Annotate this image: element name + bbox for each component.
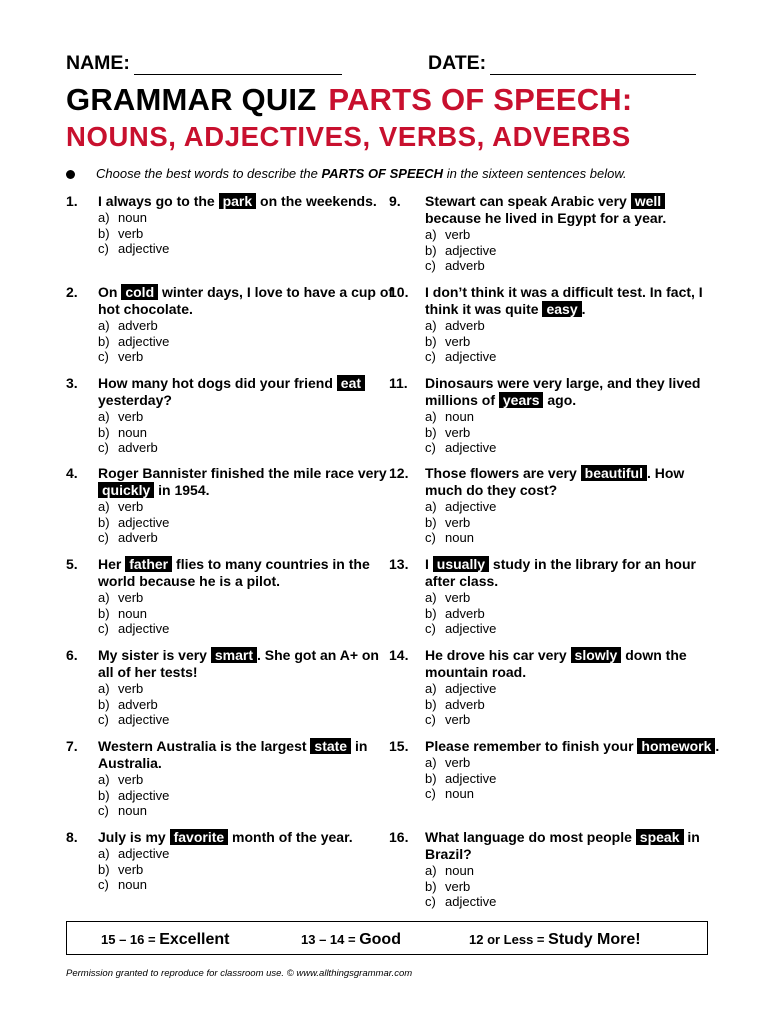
question-number: 3. — [66, 375, 78, 391]
question-number: 10. — [389, 284, 409, 300]
highlighted-word: well — [631, 193, 665, 209]
option-text: adverb — [118, 530, 158, 545]
option-letter: a) — [425, 227, 437, 242]
option-text: adjective — [118, 241, 170, 256]
date-blank-line[interactable] — [490, 56, 696, 75]
question-text-after: . She got an A+ on all of her tests! — [98, 647, 379, 680]
question-text — [425, 284, 725, 318]
score-study-more — [469, 931, 641, 949]
question-number: 14. — [389, 647, 409, 663]
option-text: adverb — [118, 440, 158, 455]
option-text: verb — [118, 590, 144, 605]
highlighted-word: eat — [337, 375, 365, 391]
option-text: verb — [118, 225, 144, 241]
option-letter: c) — [425, 894, 436, 909]
option-letter: b) — [98, 605, 110, 621]
question-text-after: yesterday? — [98, 392, 172, 408]
option-letter: b) — [425, 514, 437, 530]
option-text: noun — [118, 803, 147, 818]
option-text: adverb — [445, 318, 485, 333]
option-letter: c) — [425, 530, 436, 545]
answer-option[interactable] — [425, 606, 496, 622]
option-text: adjective — [118, 712, 170, 727]
question-text-before: On — [98, 284, 122, 300]
answer-options — [98, 590, 169, 637]
answer-options — [98, 772, 169, 819]
option-text: adjective — [118, 787, 170, 803]
page-title — [66, 82, 632, 118]
question-number: 13. — [389, 556, 409, 572]
question-text — [98, 375, 398, 409]
answer-options — [425, 681, 496, 728]
question-text-after: down the mountain road. — [425, 647, 687, 680]
answer-options — [98, 846, 169, 893]
answer-option[interactable] — [98, 712, 169, 728]
answer-option[interactable] — [98, 681, 169, 697]
option-letter: a) — [98, 318, 110, 333]
highlighted-word: easy — [542, 301, 581, 317]
question-number: 8. — [66, 829, 78, 845]
option-text: verb — [445, 712, 471, 727]
question-text-after: ago. — [543, 392, 577, 408]
answer-option[interactable] — [425, 243, 496, 259]
question-text — [98, 829, 398, 846]
option-letter: b) — [425, 605, 437, 621]
question-text-before: My sister is very — [98, 647, 211, 663]
answer-options — [425, 755, 496, 802]
option-text: adverb — [445, 696, 485, 712]
score-range: 15 – 16 = — [101, 932, 160, 947]
option-text: verb — [445, 227, 471, 242]
answer-option[interactable] — [425, 771, 496, 787]
option-letter: c) — [425, 258, 436, 273]
option-text: verb — [118, 772, 144, 787]
option-text: noun — [445, 786, 474, 801]
answer-option[interactable] — [425, 440, 496, 456]
option-letter: a) — [98, 772, 110, 787]
instructions-before: Choose the best words to describe the — [96, 166, 322, 181]
question-text — [98, 284, 398, 318]
option-letter: a) — [98, 846, 110, 861]
answer-option[interactable] — [98, 409, 158, 425]
answer-options — [98, 210, 169, 257]
header-fields — [66, 50, 716, 80]
option-letter: a) — [425, 499, 437, 514]
answer-options — [425, 590, 496, 637]
answer-option[interactable] — [98, 606, 169, 622]
option-letter: b) — [98, 696, 110, 712]
answer-option[interactable] — [98, 862, 169, 878]
answer-option[interactable] — [98, 772, 169, 788]
option-letter: a) — [425, 590, 437, 605]
date-field — [428, 52, 696, 75]
highlighted-word: beautiful — [581, 465, 647, 481]
question-number: 16. — [389, 829, 409, 845]
option-text: adjective — [445, 349, 497, 364]
highlighted-word: park — [219, 193, 257, 209]
question-text — [425, 375, 725, 409]
option-text: verb — [445, 878, 471, 894]
highlighted-word: smart — [211, 647, 257, 663]
option-text: noun — [118, 210, 147, 225]
score-label: Excellent — [159, 931, 230, 948]
option-text: adjective — [445, 681, 497, 696]
option-text: noun — [118, 424, 147, 440]
answer-option[interactable] — [425, 590, 496, 606]
score-excellent — [101, 931, 229, 949]
question-text-after: on the weekends. — [256, 193, 377, 209]
question-text-before: July is my — [98, 829, 170, 845]
option-text: noun — [445, 530, 474, 545]
option-letter: c) — [98, 712, 109, 727]
question-number: 7. — [66, 738, 78, 754]
answer-option[interactable] — [98, 440, 158, 456]
question-text — [425, 193, 725, 227]
answer-option[interactable] — [98, 803, 169, 819]
option-text: adverb — [118, 696, 158, 712]
option-letter: b) — [425, 770, 437, 786]
question-text-before: Please remember to finish your — [425, 738, 638, 754]
question-text — [98, 193, 398, 210]
option-text: adjective — [445, 440, 497, 455]
answer-option[interactable] — [425, 697, 496, 713]
option-letter: c) — [98, 621, 109, 636]
answer-options — [98, 681, 169, 728]
option-letter: a) — [98, 590, 110, 605]
option-letter: c) — [98, 877, 109, 892]
question-text-after: in Australia. — [98, 738, 368, 771]
option-letter: b) — [98, 861, 110, 877]
option-text: adjective — [118, 514, 170, 530]
option-text: verb — [118, 499, 144, 514]
answer-options — [98, 318, 169, 365]
question-text-before: How many hot dogs did your friend — [98, 375, 337, 391]
option-letter: b) — [425, 424, 437, 440]
option-letter: b) — [98, 225, 110, 241]
score-label: Good — [359, 931, 401, 948]
answer-option[interactable] — [425, 499, 496, 515]
option-text: verb — [445, 424, 471, 440]
option-letter: b) — [98, 424, 110, 440]
answer-options — [98, 409, 158, 456]
option-text: adjective — [118, 621, 170, 636]
option-letter: c) — [98, 349, 109, 364]
score-good — [301, 931, 401, 949]
answer-options — [425, 227, 496, 274]
instructions-after: in the sixteen sentences below. — [443, 166, 627, 181]
question-text-before: Her — [98, 556, 126, 572]
question-text — [425, 647, 725, 681]
highlighted-word: homework — [637, 738, 715, 754]
answer-options — [425, 409, 496, 456]
option-text: verb — [118, 681, 144, 696]
question-text — [425, 738, 725, 755]
answer-option[interactable] — [425, 530, 496, 546]
title-main: GRAMMAR QUIZ — [66, 82, 317, 117]
question-text-after: because he lived in Egypt for a year. — [425, 210, 667, 226]
answer-option[interactable] — [425, 409, 496, 425]
answer-option[interactable] — [98, 425, 158, 441]
option-text: adverb — [445, 258, 485, 273]
option-text: adverb — [118, 318, 158, 333]
question-text-after: . — [581, 301, 586, 317]
score-label: Study More! — [548, 931, 641, 948]
option-letter: a) — [98, 409, 110, 424]
highlighted-word: favorite — [170, 829, 229, 845]
answer-option[interactable] — [425, 425, 496, 441]
question-number: 15. — [389, 738, 409, 754]
option-letter: a) — [98, 210, 110, 225]
question-text — [98, 556, 398, 590]
option-letter: c) — [425, 712, 436, 727]
name-label: NAME: — [66, 52, 130, 74]
answer-option[interactable] — [98, 226, 169, 242]
option-text: noun — [445, 863, 474, 878]
name-blank-line[interactable] — [134, 56, 342, 75]
question-text-before: Roger Bannister finished the mile race very — [98, 465, 387, 481]
option-text: verb — [445, 590, 471, 605]
answer-option[interactable] — [98, 334, 169, 350]
option-letter: b) — [98, 787, 110, 803]
option-letter: a) — [425, 863, 437, 878]
option-letter: c) — [425, 349, 436, 364]
answer-option[interactable] — [425, 227, 496, 243]
option-letter: c) — [98, 440, 109, 455]
option-text: noun — [445, 409, 474, 424]
answer-option[interactable] — [98, 349, 169, 365]
question-number: 5. — [66, 556, 78, 572]
highlighted-word: usually — [433, 556, 489, 572]
question-number: 4. — [66, 465, 78, 481]
question-text-after: in 1954. — [154, 482, 210, 498]
option-letter: b) — [98, 514, 110, 530]
answer-option[interactable] — [425, 863, 496, 879]
option-letter: b) — [425, 333, 437, 349]
answer-option[interactable] — [98, 318, 169, 334]
question-text-before: Western Australia is the largest — [98, 738, 311, 754]
answer-option[interactable] — [425, 712, 496, 728]
question-text-after: winter days, I love to have a cup of hot chocolate. — [98, 284, 394, 317]
option-text: noun — [118, 605, 147, 621]
option-letter: b) — [425, 878, 437, 894]
answer-option[interactable] — [425, 681, 496, 697]
option-letter: b) — [425, 696, 437, 712]
answer-option[interactable] — [98, 241, 169, 257]
option-letter: b) — [98, 333, 110, 349]
question-text — [425, 465, 725, 499]
question-number: 11. — [389, 375, 408, 391]
answer-option[interactable] — [425, 349, 496, 365]
option-letter: c) — [98, 530, 109, 545]
question-text-before: What language do most people — [425, 829, 636, 845]
question-text-after: month of the year. — [228, 829, 353, 845]
option-text: adjective — [445, 242, 497, 258]
highlighted-word: years — [499, 392, 544, 408]
answer-options — [425, 499, 496, 546]
title-topic: PARTS OF SPEECH: — [328, 82, 633, 117]
option-text: adjective — [118, 846, 170, 861]
score-key — [66, 921, 708, 955]
instructions-text — [96, 166, 627, 181]
answer-options — [425, 318, 496, 365]
question-number: 1. — [66, 193, 78, 209]
bullet-icon — [66, 170, 75, 179]
answer-option[interactable] — [98, 499, 169, 515]
score-range: 12 or Less = — [469, 932, 549, 947]
option-letter: a) — [98, 499, 110, 514]
question-text-before: I don’t think it was a difficult test. In fact, I think it was quite — [425, 284, 703, 317]
question-text-after: study in the library for an hour after class. — [425, 556, 696, 589]
option-letter: c) — [98, 241, 109, 256]
option-text: adverb — [445, 605, 485, 621]
highlighted-word: speak — [636, 829, 684, 845]
page-subtitle: NOUNS, ADJECTIVES, VERBS, ADVERBS — [66, 121, 631, 152]
answer-option[interactable] — [425, 894, 496, 910]
highlighted-word: slowly — [571, 647, 622, 663]
option-text: noun — [118, 877, 147, 892]
answer-option[interactable] — [98, 697, 169, 713]
answer-option[interactable] — [425, 786, 496, 802]
question-text-before: Dinosaurs were very large, and they lived millions of — [425, 375, 701, 408]
question-text — [425, 829, 725, 863]
answer-option[interactable] — [425, 515, 496, 531]
highlighted-word: father — [125, 556, 172, 572]
question-number: 6. — [66, 647, 78, 663]
answer-option[interactable] — [98, 515, 169, 531]
option-text: verb — [445, 333, 471, 349]
option-text: adjective — [445, 770, 497, 786]
option-letter: a) — [98, 681, 110, 696]
question-text-before: He drove his car very — [425, 647, 571, 663]
question-text-before: Stewart can speak Arabic very — [425, 193, 631, 209]
question-text — [98, 465, 398, 499]
highlighted-word: cold — [121, 284, 158, 300]
footer-permission: Permission granted to reproduce for classroom use. © www.allthingsgrammar.com — [66, 968, 413, 979]
question-text-before: I always go to the — [98, 193, 219, 209]
answer-option[interactable] — [98, 846, 169, 862]
question-number: 9. — [389, 193, 401, 209]
option-letter: c) — [425, 786, 436, 801]
answer-option[interactable] — [425, 258, 496, 274]
answer-option[interactable] — [425, 318, 496, 334]
answer-option[interactable] — [98, 530, 169, 546]
answer-option[interactable] — [98, 590, 169, 606]
date-label: DATE: — [428, 52, 487, 74]
option-text: verb — [118, 409, 144, 424]
name-field — [66, 52, 342, 75]
answer-option[interactable] — [425, 755, 496, 771]
score-range: 13 – 14 = — [301, 932, 360, 947]
answer-option[interactable] — [98, 621, 169, 637]
instructions-bold: PARTS OF SPEECH — [321, 166, 444, 181]
question-number: 2. — [66, 284, 78, 300]
answer-option[interactable] — [425, 879, 496, 895]
answer-option[interactable] — [98, 210, 169, 226]
question-text-after: in Brazil? — [425, 829, 700, 862]
question-number: 12. — [389, 465, 409, 481]
answer-option[interactable] — [98, 788, 169, 804]
option-letter: a) — [425, 755, 437, 770]
question-text — [425, 556, 725, 590]
option-text: verb — [118, 861, 144, 877]
answer-option[interactable] — [425, 621, 496, 637]
option-text: verb — [445, 514, 471, 530]
highlighted-word: quickly — [98, 482, 154, 498]
answer-options — [98, 499, 169, 546]
option-letter: a) — [425, 681, 437, 696]
question-text-after: flies to many countries in the world because he is a pilot. — [98, 556, 370, 589]
option-letter: a) — [425, 318, 437, 333]
question-text-before: I — [425, 556, 433, 572]
question-text — [98, 738, 398, 772]
question-text-before: Those flowers are very — [425, 465, 581, 481]
option-letter: a) — [425, 409, 437, 424]
option-letter: c) — [98, 803, 109, 818]
option-text: adjective — [445, 499, 497, 514]
answer-options — [425, 863, 496, 910]
option-letter: c) — [425, 621, 436, 636]
option-text: adjective — [445, 621, 497, 636]
option-text: verb — [445, 755, 471, 770]
option-text: verb — [118, 349, 144, 364]
option-text: adjective — [445, 894, 497, 909]
question-text-after: . How much do they cost? — [425, 465, 685, 498]
question-text — [98, 647, 398, 681]
option-text: adjective — [118, 333, 170, 349]
answer-option[interactable] — [98, 877, 169, 893]
option-letter: b) — [425, 242, 437, 258]
question-text-after: . — [715, 738, 720, 754]
option-letter: c) — [425, 440, 436, 455]
highlighted-word: state — [310, 738, 351, 754]
answer-option[interactable] — [425, 334, 496, 350]
